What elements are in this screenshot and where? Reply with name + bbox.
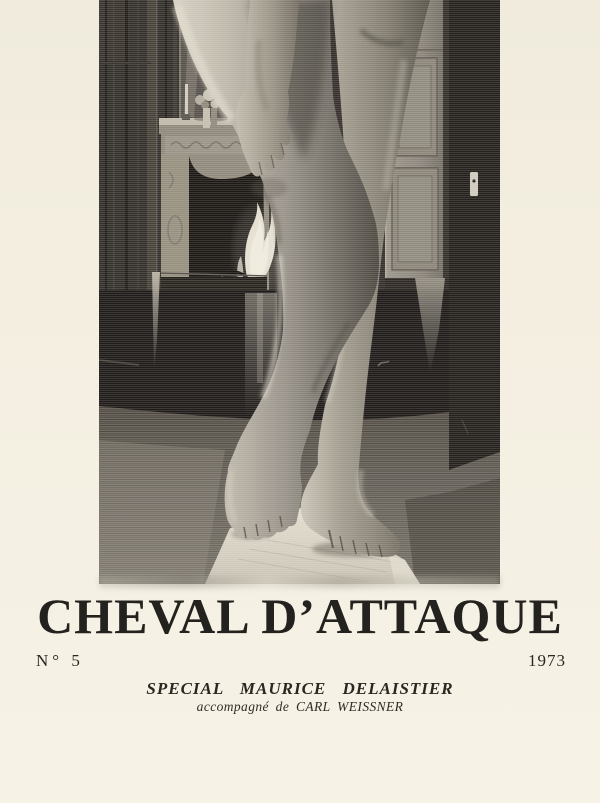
cover-photograph (99, 0, 500, 584)
issue-year: 1973 (528, 651, 566, 670)
issue-number: N° 5 (36, 651, 84, 670)
photo-illustration (99, 0, 500, 584)
magazine-title: CHEVAL D’ATTAQUE (37, 588, 563, 644)
print-tone-overlay (99, 0, 500, 584)
special-feature-line: SPECIAL MAURICE DELAISTIER (146, 679, 454, 698)
issue-row (36, 651, 566, 673)
photo-bottom-blur-edge (99, 576, 500, 588)
accompanied-by-line: accompagné de CARL WEISSNER (196, 699, 404, 714)
